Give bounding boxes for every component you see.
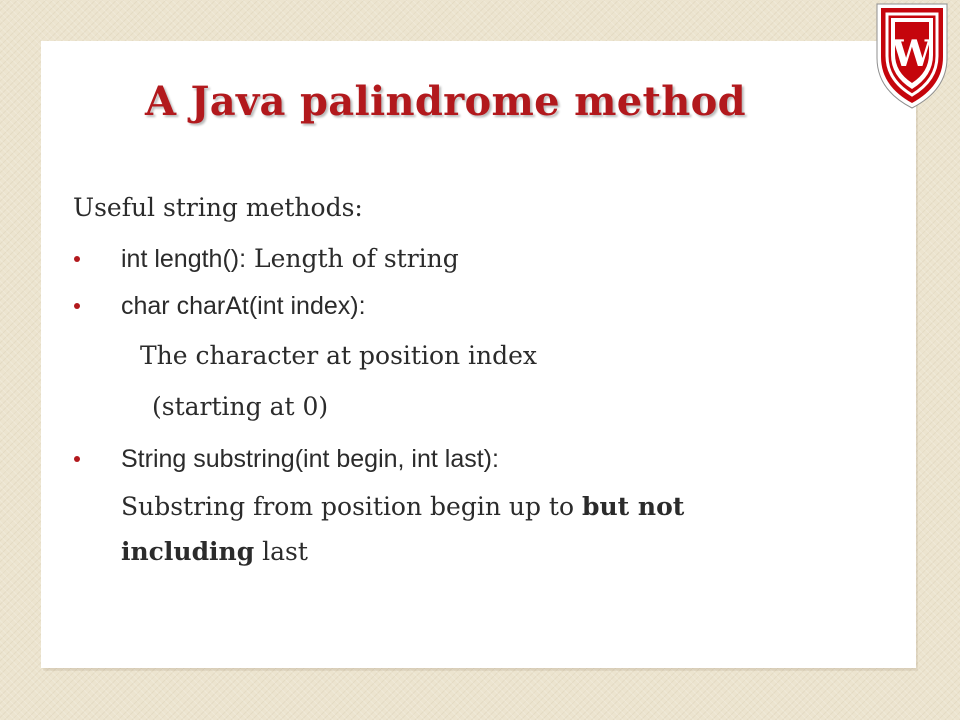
method-desc-substring-line1: [121, 492, 684, 522]
method-desc-charat-line1: The character at position index: [140, 341, 538, 370]
method-signature-substring: String substring(int begin, int last):: [121, 445, 499, 473]
method-desc-charat-line2: (starting at 0): [152, 392, 329, 421]
desc-emphasis: but not: [581, 492, 685, 521]
uw-crest-icon: [871, 0, 953, 112]
desc-emphasis: including: [121, 537, 255, 566]
list-item-length: [121, 244, 459, 274]
bullet-marker: [74, 456, 80, 462]
slide-title: A Java palindrome method: [145, 78, 746, 125]
method-signature-length: int length():: [121, 245, 247, 273]
bullet-marker: [74, 303, 80, 309]
intro-text: Useful string methods:: [73, 193, 363, 222]
desc-text: Substring from position begin up to: [121, 492, 582, 521]
method-desc-length: Length of string: [246, 244, 459, 273]
method-signature-charat: char charAt(int index):: [121, 292, 366, 320]
bullet-marker: [74, 256, 80, 262]
method-desc-substring-line2: [121, 537, 308, 567]
desc-text: last: [254, 537, 308, 566]
svg-text:W: W: [891, 33, 933, 75]
